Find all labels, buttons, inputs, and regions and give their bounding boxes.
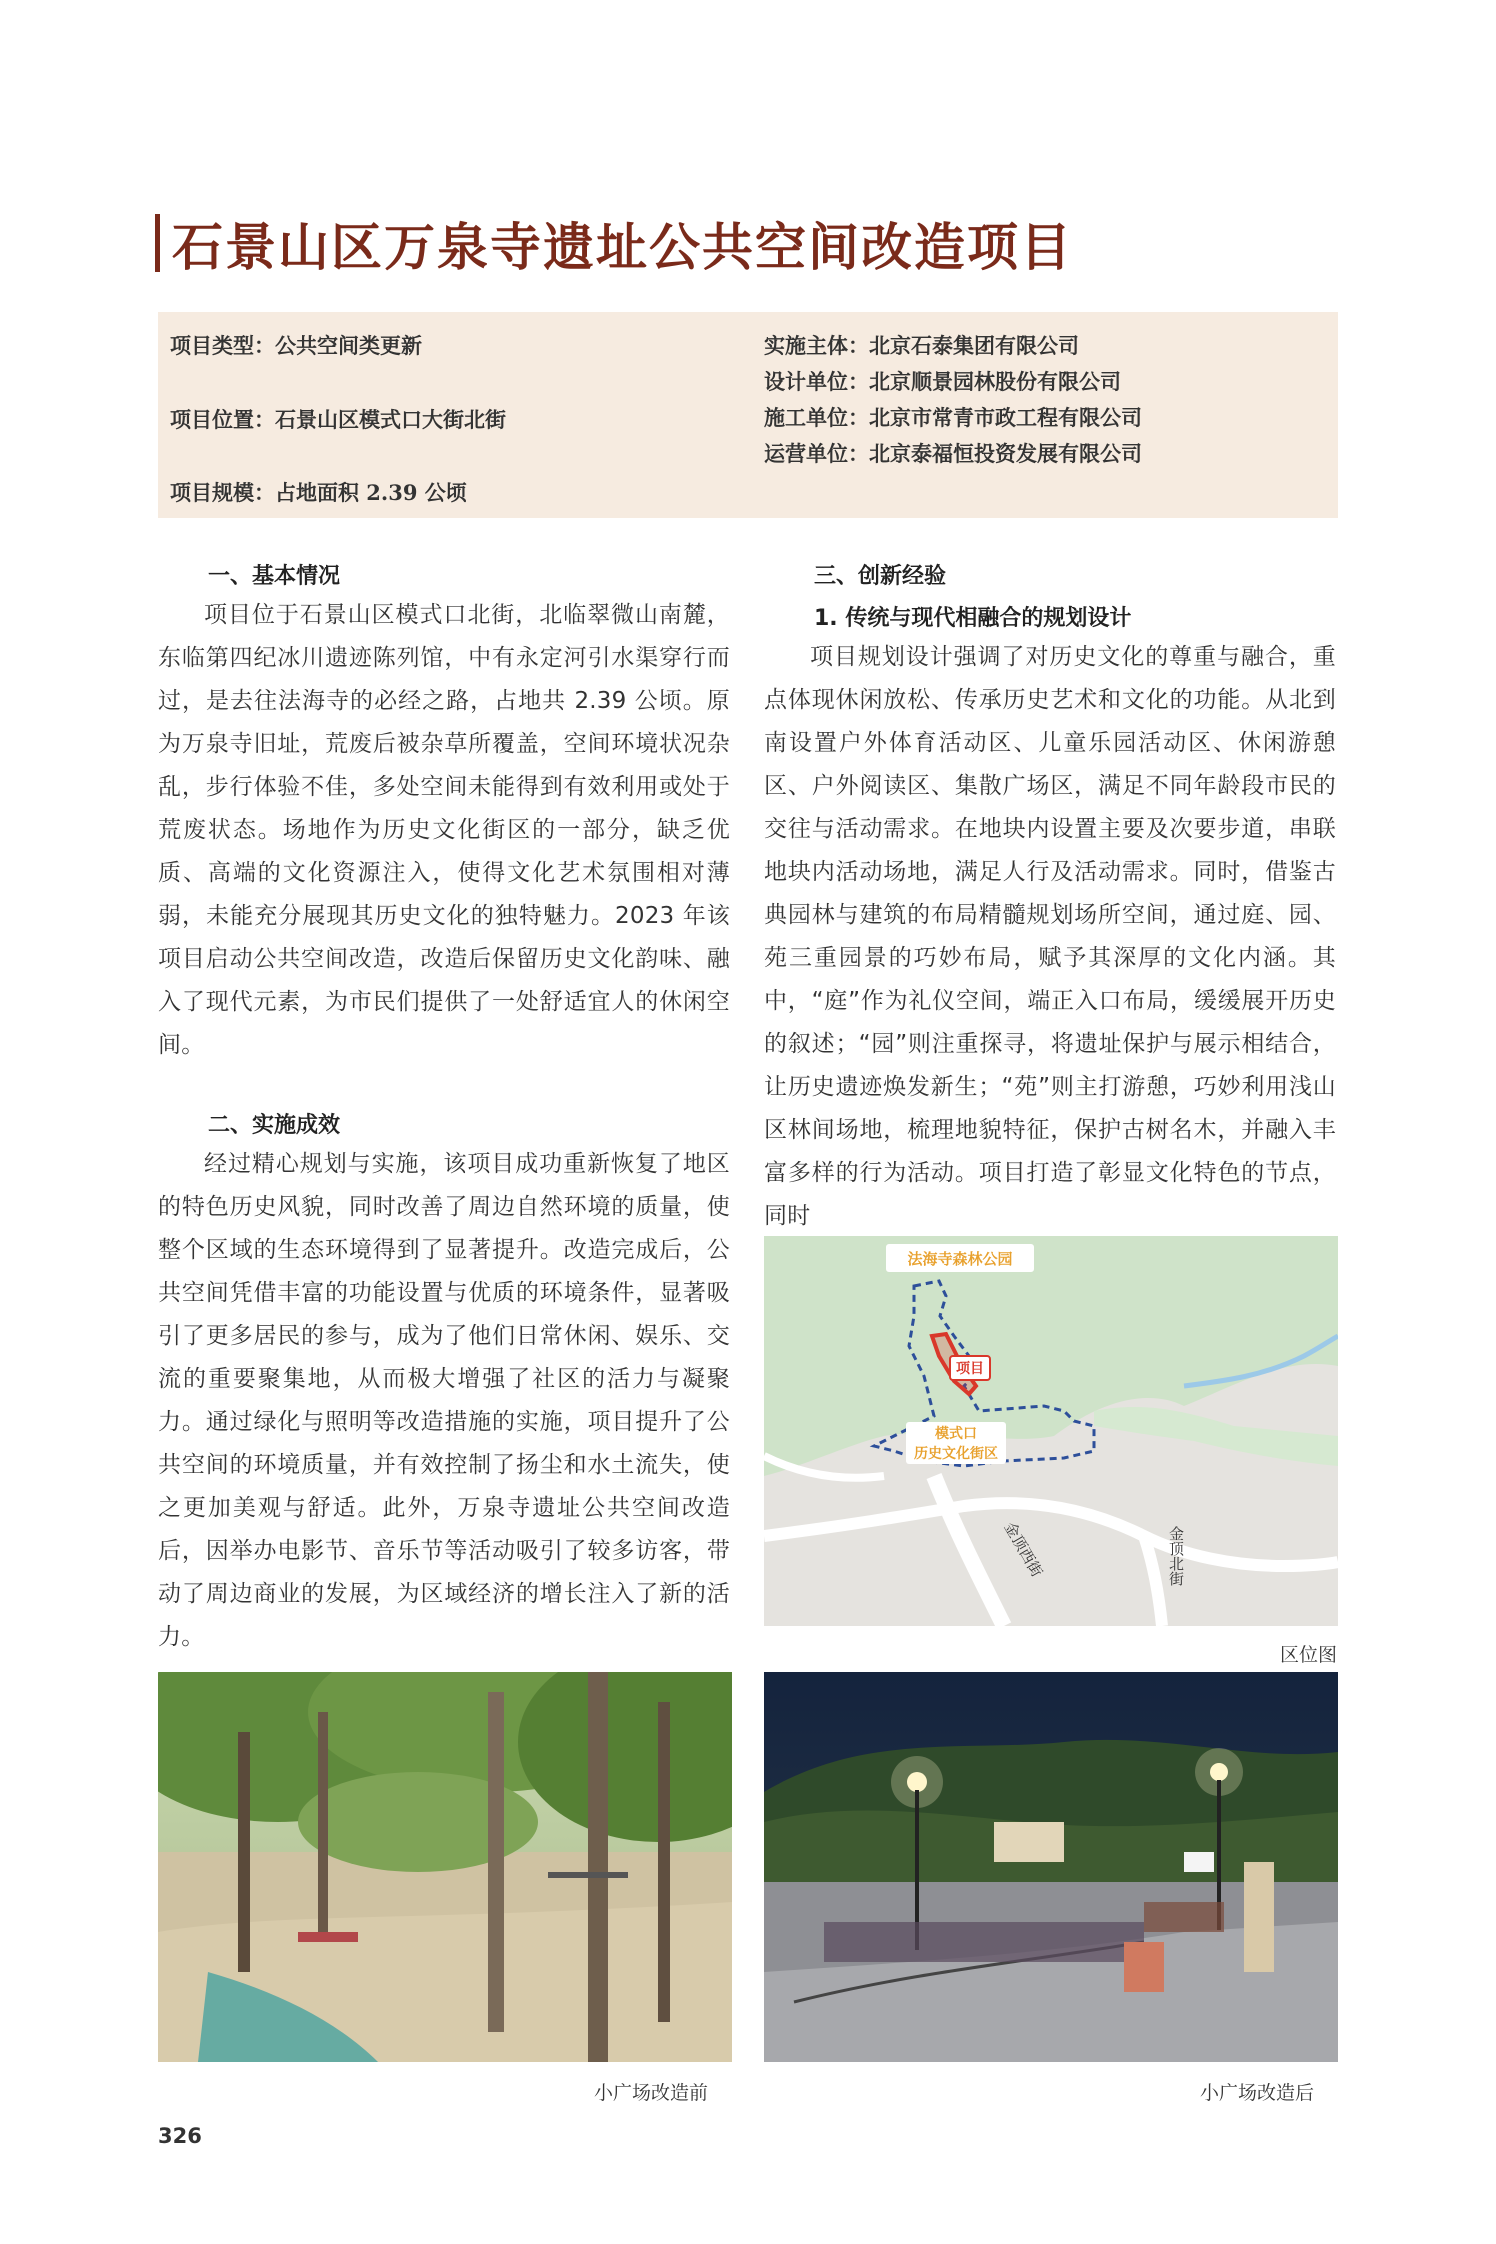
after-caption: 小广场改造后 xyxy=(1200,2082,1315,2104)
map-caption: 区位图 xyxy=(1280,1644,1338,1666)
street-label-west: 金顶西街 xyxy=(1000,1519,1047,1580)
left-column xyxy=(158,560,730,1659)
title-accent-bar xyxy=(155,214,160,272)
section-text-results: 经过精心规划与实施，该项目成功重新恢复了地区的特色历史风貌，同时改善了周边自然环境的质量，使整个区域的生态环境得到了显著提升。改造完成后，公共空间凭借丰富的功能设置与优质的环境条件，显著吸引了更多居民的参与，成为了他们日常休闲、娱乐、交流的重要聚集地，从而极大增强了社区的活力与凝聚力。通过绿化与照明等改造措施的实施，项目提升了公共空间的环境质量，并有效控制了扬尘和水土流失，使之更加美观与舒适。此外，万泉寺遗址公共空间改造后，因举办电影节、音乐节等活动吸引了较多访客，带动了周边商业的发展，为区域经济的增长注入了新的活力。 xyxy=(158,1151,730,1650)
project-label: 项目 xyxy=(956,1361,984,1377)
info-designer: 设计单位：北京顺景园林股份有限公司 xyxy=(764,369,1121,394)
info-project-type: 项目类型：公共空间类更新 xyxy=(170,333,422,358)
section-text-basic: 项目位于石景山区模式口北街，北临翠微山南麓，东临第四纪冰川遗迹陈列馆，中有永定河引水渠穿行而过，是去往法海寺的必经之路，占地共 2.39 公顷。原为万泉寺旧址，荒废后被杂草所覆盖，空间环境状况杂乱，步行体验不佳，多处空间未能得到有效利用或处于荒废状态。场地作为历史文化街区的一部分，缺乏优质、高端的文化资源注入，使得文化艺术氛围相对薄弱，未能充分展现其历史文化的独特魅力。2023 年该项目启动公共空间改造，改造后保留历史文化韵味、融入了现代元素，为市民们提供了一处舒适宜人的休闲空间。 xyxy=(158,602,730,1058)
photo-before-graphic xyxy=(158,1672,732,2062)
info-constructor: 施工单位：北京市常青市政工程有限公司 xyxy=(764,405,1142,430)
section-heading-basic: 一、基本情况 xyxy=(208,564,341,589)
info-operator: 运营单位：北京泰福恒投资发展有限公司 xyxy=(764,441,1142,466)
section-heading-results: 二、实施成效 xyxy=(208,1113,341,1138)
photo-before xyxy=(158,1672,732,2062)
section-heading-innovation: 三、创新经验 xyxy=(814,564,947,589)
district-label-1: 模式口 xyxy=(935,1426,977,1442)
photo-after-graphic xyxy=(764,1672,1338,2062)
title-block xyxy=(155,208,1073,278)
project-info-box xyxy=(158,312,1338,518)
photo-after xyxy=(764,1672,1338,2062)
section-text-innovation: 项目规划设计强调了对历史文化的尊重与融合，重点体现休闲放松、传承历史艺术和文化的功能。从北到南设置户外体育活动区、儿童乐园活动区、休闲游憩区、户外阅读区、集散广场区，满足不同年龄段市民的交往与活动需求。在地块内设置主要及次要步道，串联地块内活动场地，满足人行及活动需求。同时，借鉴古典园林与建筑的布局精髓规划场所空间，通过庭、园、苑三重园景的巧妙布局，赋予其深厚的文化内涵。其中，“庭”作为礼仪空间，端正入口布局，缓缓展开历史的叙述；“园”则注重探寻，将遗址保护与展示相结合，让历史遗迹焕发新生；“苑”则主打游憩，巧妙利用浅山区林间场地，梳理地貌特征，保护古树名木，并融入丰富多样的行为活动。项目打造了彰显文化特色的节点，同时 xyxy=(764,644,1336,1229)
park-label: 法海寺森林公园 xyxy=(907,1250,1013,1268)
before-caption: 小广场改造前 xyxy=(594,2082,709,2104)
info-project-location: 项目位置：石景山区模式口大街北街 xyxy=(170,407,506,432)
info-project-scale: 项目规模：占地面积 2.39 公顷 xyxy=(170,480,467,505)
district-label-2: 历史文化街区 xyxy=(914,1446,998,1462)
page-number: 326 xyxy=(158,2124,202,2148)
right-column xyxy=(764,560,1336,1238)
section-subheading-design: 1. 传统与现代相融合的规划设计 xyxy=(814,606,1132,631)
info-implementer: 实施主体：北京石泰集团有限公司 xyxy=(764,333,1079,358)
location-map xyxy=(764,1236,1338,1626)
street-label-north: 金顶北街 xyxy=(1167,1526,1185,1586)
page-title: 石景山区万泉寺遗址公共空间改造项目 xyxy=(172,219,1074,278)
location-map-graphic xyxy=(764,1236,1338,1626)
